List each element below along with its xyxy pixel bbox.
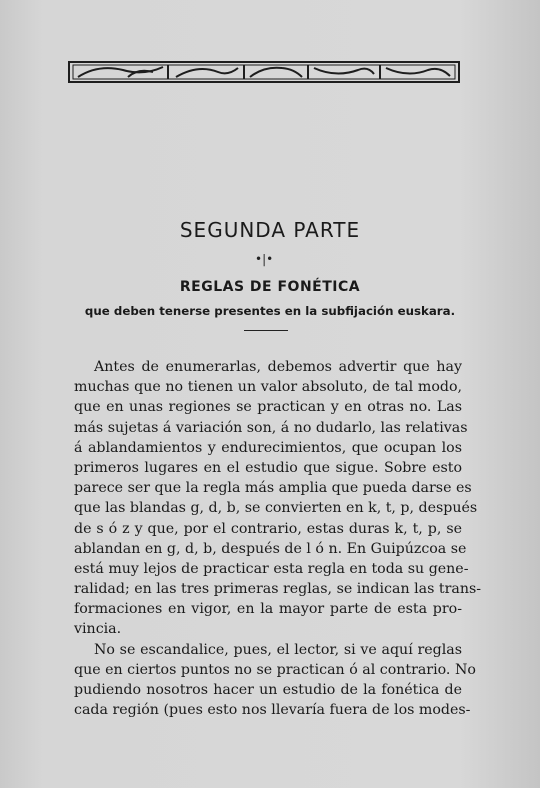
text-line: cada región (pues esto nos llevaría fuera de los modes- [74,702,471,719]
text-line: No se escandalice, pues, el lector, si ve aquí reglas [94,641,462,658]
paragraph [74,357,482,640]
headband-ornament-icon [68,60,460,84]
text-line: primeros lugares en el estudio que sigue. Sobre esto [74,459,462,476]
text-line: ralidad; en las tres primeras reglas, se indican las trans- [74,581,482,598]
decorative-headband [68,60,460,84]
text-line: que en unas regiones se practican y en otras no. Las [74,399,462,416]
text-line: á ablandamientos y endurecimientos, que ocupan los [74,439,462,456]
text-line: muchas que no tienen un valor absoluto, de tal modo, [74,379,462,396]
text-line: ablandan en g, d, b, después de l ó n. En Guipúzcoa se [74,540,467,557]
chapter-subtitle: que deben tenerse presentes en la subfijación euskara. [84,304,456,318]
text-line: formaciones en vigor, en la mayor parte de esta pro- [74,601,462,618]
text-line: parece ser que la regla más amplia que pueda darse es [74,480,472,497]
body-text [74,357,482,720]
separator-rule [244,330,288,331]
paragraph [74,640,476,721]
text-line: que en ciertos puntos no se practican ó al contrario. No [74,661,476,678]
section-title: SEGUNDA PARTE [179,218,361,242]
text-line: pudiendo nosotros hacer un estudio de la fonética de [74,682,462,698]
text-line: que las blandas g, d, b, se convierten en k, t, p, después [74,500,478,517]
text-line: Antes de enumerarlas, debemos advertir que hay [94,359,462,375]
text-line: vincia. [74,621,122,638]
text-line: más sujetas á variación son, á no dudarlo, las relativas [74,419,468,436]
text-line: está muy lejos de practicar esta regla en toda su gene- [74,560,469,577]
text-line: de s ó z y que, por el contrario, estas duras k, t, p, se [74,520,462,537]
title-ornament: •|• [255,252,274,266]
chapter-title: REGLAS DE FONÉTICA [179,279,361,295]
